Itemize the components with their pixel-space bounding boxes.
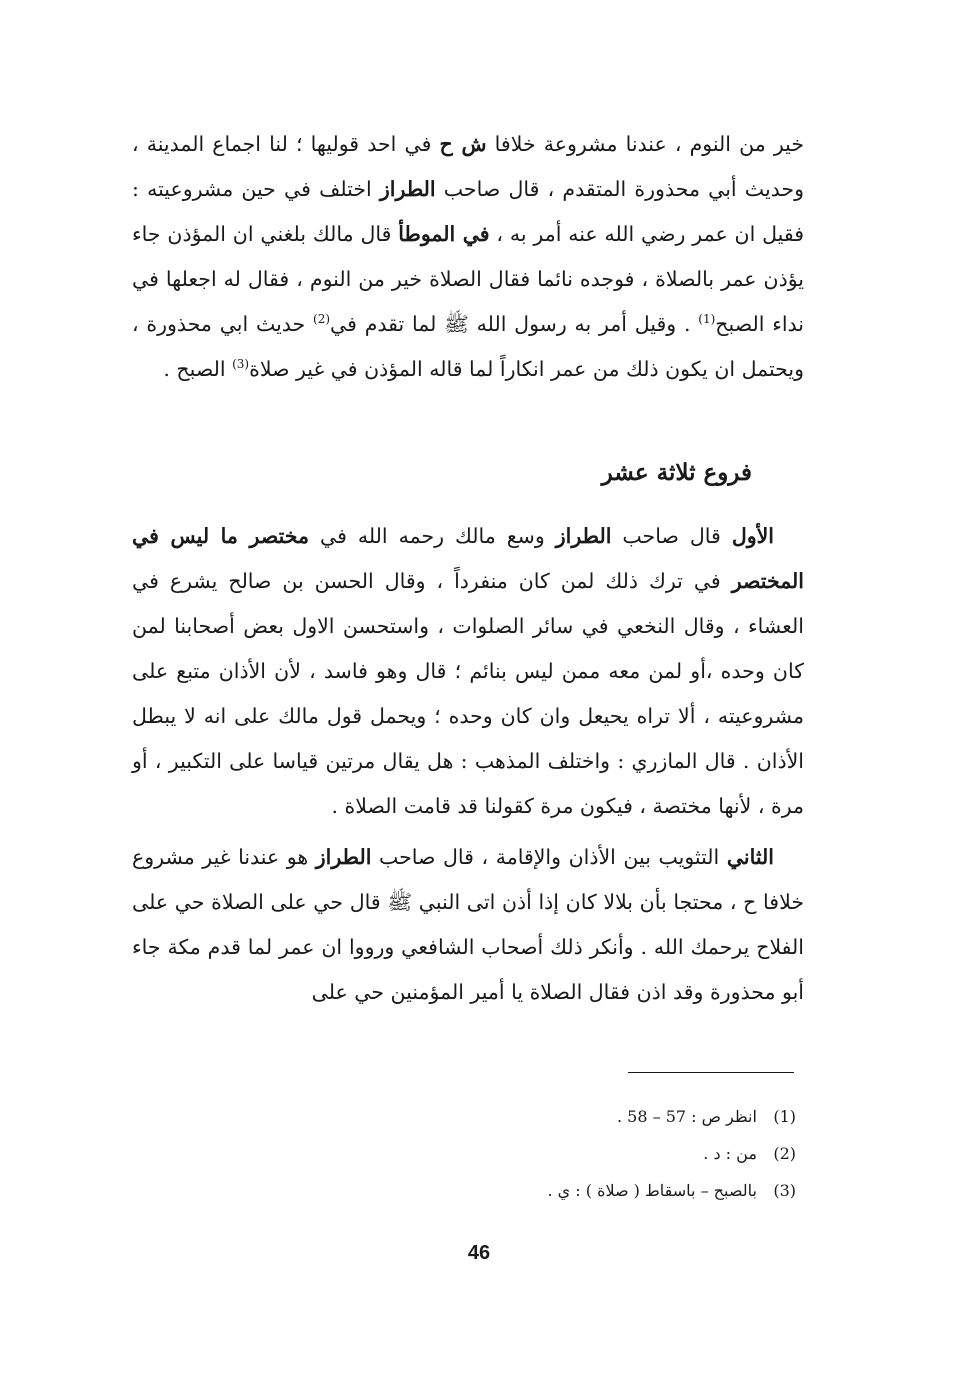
- footnote-1-text: انظر ص : 57 – 58 .: [617, 1107, 757, 1126]
- p3-bold-second: الثاني: [726, 845, 774, 869]
- p2-bold-first: الأول: [731, 524, 774, 548]
- p1-text-2: في احد قوليها ؛ لنا اجماع المدينة ، وحديث أبي محذورة المتقدم ، قال صاحب: [132, 132, 804, 201]
- p2-text-3: في ترك ذلك لمن كان منفرداً ، وقال الحسن بن صالح يشرع في العشاء ، وقال النخعي في سائر الصلوات ، واستحسن الاول بعض أصحابنا لمن كان وحده ،أو لمن معه ممن ليس بنائم ؛ قال وهو فاسد ، لأن الأذان متبع على مشروعيته ، ألا تراه يحيعل وان كان وحده ؛ ويحمل قول مالك على انه لا يبطل الأذان . قال المازري : واختلف المذهب : هل يقال مرتين قياسا على التكبير ، أو مرة ، لأنها مختصة ، فيكون مرة كقولنا قد قامت الصلاة .: [132, 569, 804, 818]
- p3-text-1: التثويب بين الأذان والإقامة ، قال صاحب: [371, 845, 727, 869]
- footnote-3: [300, 1172, 796, 1209]
- paragraph-2: [132, 514, 804, 829]
- paragraph-3: [132, 835, 804, 1015]
- p2-bold-tiraz: الطراز: [555, 524, 612, 548]
- p2-text-2: وسع مالك رحمه الله في: [309, 524, 556, 548]
- p1-text-3: اختلف في حين مشروعيته : فقيل ان عمر رضي الله عنه أمر به ،: [132, 177, 804, 246]
- footnote-2-text: من : د .: [703, 1144, 757, 1163]
- p1-bold-abbrev: ش ح: [439, 132, 487, 156]
- footnote-ref-3: (3): [232, 357, 250, 372]
- section-heading: فروع ثلاثة عشر: [601, 459, 752, 486]
- p1-bold-tiraz: الطراز: [379, 177, 436, 201]
- p1-text-6: حديث ابي محذورة ، ويحتمل ان يكون ذلك من عمر انكاراً لما قاله المؤذن في غير صلاة: [132, 312, 804, 381]
- p3-bold-tiraz: الطراز: [315, 845, 372, 869]
- footnote-2: [300, 1135, 796, 1172]
- p2-bold-book-title: مختصر ما ليس في المختصر: [132, 524, 804, 593]
- p3-text-2: هو عندنا غير مشروع خلافا ح ، محتجا بأن بلالا كان إذا أذن اتى النبي ﷺ قال حي على الصلاة حي على الفلاح يرحمك الله . وأنكر ذلك أصحاب الشافعي ورووا ان عمر لما قدم مكة جاء أبو محذورة وقد اذن فقال الصلاة يا أمير المؤمنين حي على: [132, 845, 804, 1004]
- footnote-3-number: (3): [773, 1181, 796, 1200]
- footnote-2-number: (2): [773, 1144, 796, 1163]
- p1-text-5: . وقيل أمر به رسول الله ﷺ لما تقدم في: [330, 312, 699, 336]
- page-number: 46: [467, 1242, 491, 1264]
- footnote-ref-2: (2): [313, 312, 331, 327]
- paragraph-1: [132, 122, 804, 392]
- footnote-3-text: بالصبح – باسقاط ( صلاة ) : ي .: [547, 1181, 757, 1200]
- footnote-ref-1: (1): [698, 312, 716, 327]
- footnote-divider: [628, 1072, 794, 1073]
- p2-text-1: قال صاحب: [611, 524, 732, 548]
- p1-text-4: قال مالك بلغني ان المؤذن جاء يؤذن عمر بالصلاة ، فوجده نائما فقال الصلاة خير من النوم ، فقال له اجعلها في نداء الصبح: [132, 222, 805, 336]
- footnotes-list: [300, 1098, 796, 1209]
- footnote-1: [300, 1098, 796, 1135]
- p1-text-7: الصبح .: [163, 357, 233, 381]
- p1-text-1: خير من النوم ، عندنا مشروعة خلافا: [486, 132, 804, 156]
- footnote-1-number: (1): [773, 1107, 796, 1126]
- p1-bold-muwatta: في الموطأ: [398, 222, 490, 246]
